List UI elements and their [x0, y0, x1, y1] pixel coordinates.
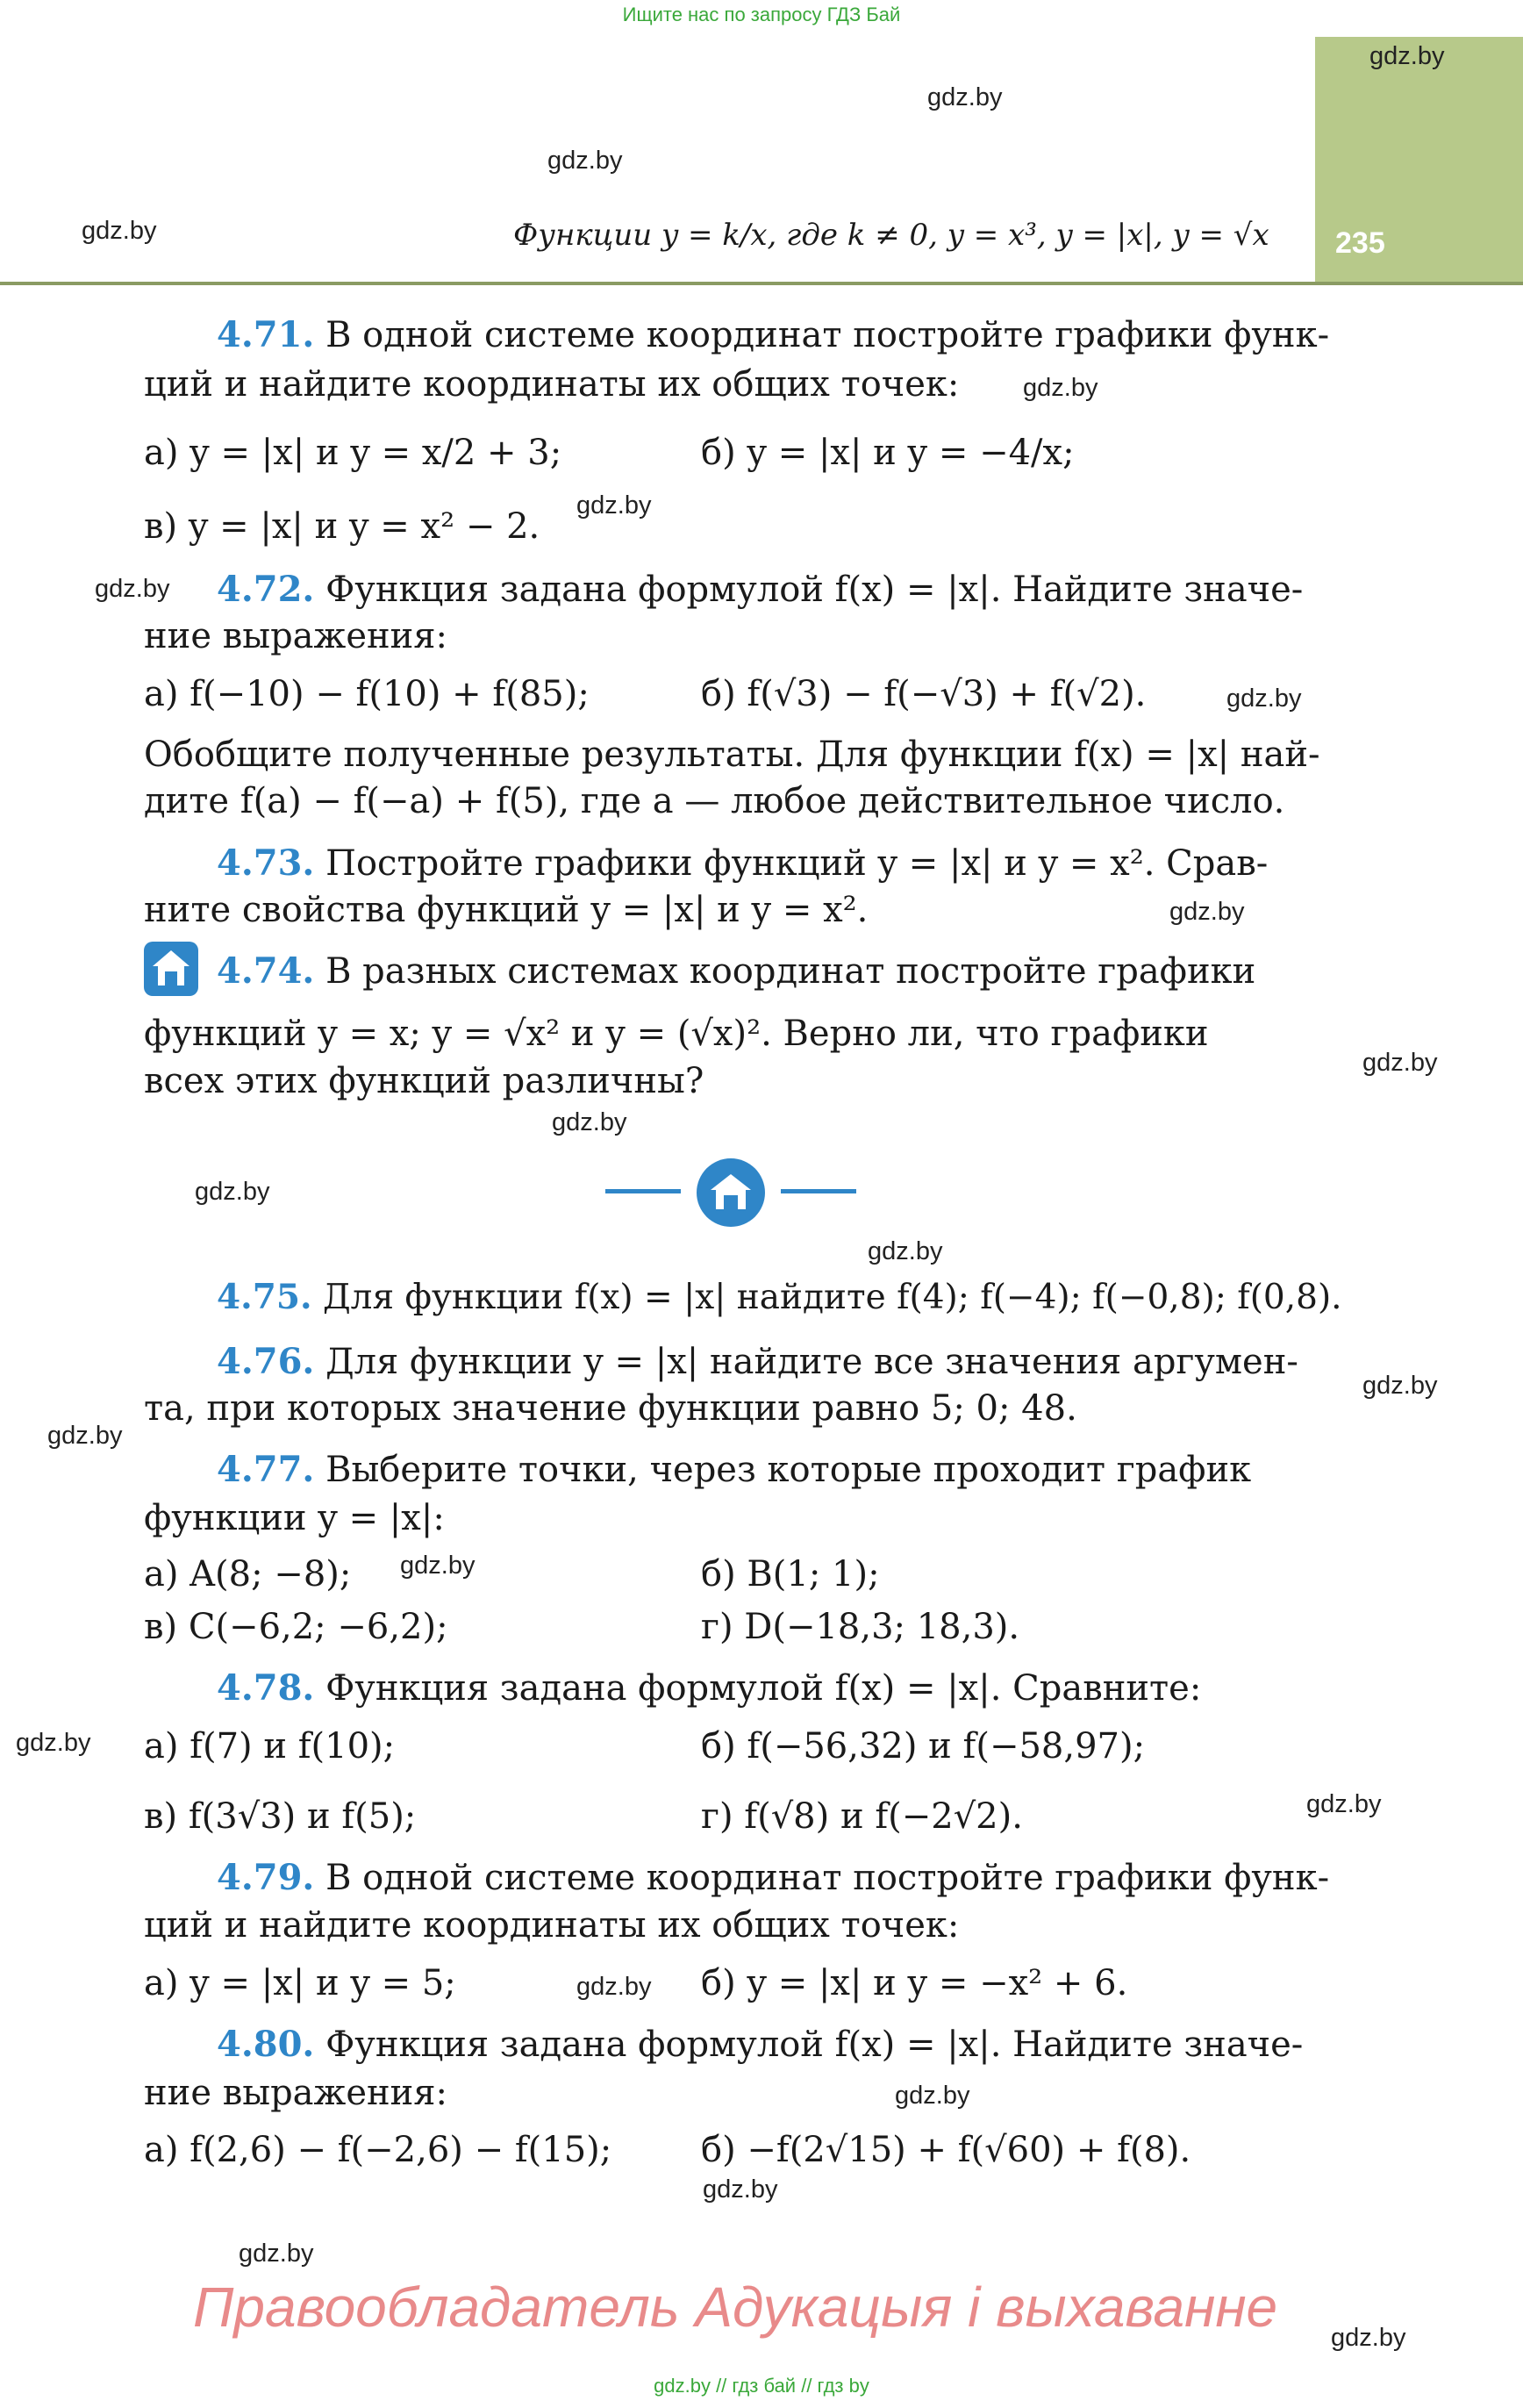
exercise-4-78-line1: 4.78. Функция задана формулой f(x) = |x|. Сравните: [217, 1667, 1202, 1709]
item-v: в) f(3√3) и f(5); [144, 1796, 417, 1837]
watermark: gdz.by [552, 1108, 627, 1136]
item-g: г) f(√8) и f(−2√2). [701, 1796, 1023, 1837]
text-line: ние выражения: [144, 2073, 448, 2113]
watermark: gdz.by [195, 1178, 270, 1206]
exercise-4-77-line1: 4.77. Выберите точки, через которые проходит график [217, 1449, 1252, 1490]
exercise-4-72-line1: 4.72. Функция задана формулой f(x) = |x|. Найдите значе- [217, 569, 1304, 610]
watermark: gdz.by [547, 147, 623, 175]
watermark: gdz.by [400, 1552, 475, 1580]
watermark: gdz.by [927, 83, 1003, 111]
text-line: ние выражения: [144, 616, 448, 656]
divider-left [605, 1189, 681, 1193]
item-a: а) f(2,6) − f(−2,6) − f(15); [144, 2130, 612, 2170]
watermark: gdz.by [1023, 374, 1098, 402]
item-b: б) y = |x| и y = −4/x; [701, 433, 1075, 473]
watermark: gdz.by [16, 1729, 91, 1757]
watermark: gdz.by [703, 2175, 778, 2204]
exercise-4-79-line1: 4.79. В одной системе координат постройте графики функ- [217, 1857, 1330, 1898]
watermark: gdz.by [895, 2082, 970, 2110]
watermark: gdz.by [1169, 898, 1245, 926]
watermark: gdz.by [1369, 42, 1445, 70]
exercise-4-76-line1: 4.76. Для функции y = |x| найдите все значения аргумен- [217, 1341, 1298, 1382]
item-g: г) D(−18,3; 18,3). [701, 1607, 1020, 1647]
watermark: gdz.by [1362, 1049, 1438, 1077]
exercise-4-75: 4.75. Для функции f(x) = |x| найдите f(4); f(−4); f(−0,8); f(0,8). [217, 1277, 1342, 1317]
item-b: б) y = |x| и y = −x² + 6. [701, 1963, 1128, 2003]
divider-right [781, 1189, 856, 1193]
running-head: Функции y = k/x, где k ≠ 0, y = x³, y = |x|, y = √x [513, 218, 1269, 253]
watermark: gdz.by [1362, 1372, 1438, 1400]
page-number: 235 [1335, 226, 1385, 260]
exercise-4-71-line1: 4.71. В одной системе координат постройте графики функ- [217, 314, 1330, 355]
text-line: та, при которых значение функции равно 5; 0; 48. [144, 1388, 1077, 1429]
item-v: в) y = |x| и y = x² − 2. [144, 506, 540, 547]
text-line: функций y = x; y = √x² и y = (√x)². Верно ли, что графики [144, 1014, 1209, 1054]
text-line: Обобщите полученные результаты. Для функции f(x) = |x| най- [144, 735, 1320, 775]
watermark: gdz.by [239, 2240, 314, 2268]
watermark: gdz.by [1331, 2324, 1406, 2352]
header-rule [0, 282, 1523, 285]
watermark: gdz.by [576, 1973, 652, 2001]
item-v: в) C(−6,2; −6,2); [144, 1607, 448, 1647]
item-a: а) y = |x| и y = 5; [144, 1963, 456, 2003]
home-icon [144, 942, 198, 996]
text-line: ций и найдите координаты их общих точек: [144, 1905, 960, 1946]
watermark: gdz.by [47, 1422, 123, 1450]
house-icon [697, 1158, 765, 1227]
text-line: функции y = |x|: [144, 1498, 445, 1538]
bottom-banner[interactable]: gdz.by // гдз бай // гдз by [654, 2375, 869, 2397]
item-b: б) −f(2√15) + f(√60) + f(8). [701, 2130, 1191, 2170]
item-b: б) f(√3) − f(−√3) + f(√2). [701, 674, 1147, 714]
watermark: gdz.by [576, 491, 652, 520]
watermark: gdz.by [95, 575, 170, 603]
exercise-4-74-line1: 4.74. В разных системах координат постройте графики [217, 950, 1256, 992]
exercise-4-73-line1: 4.73. Постройте графики функций y = |x| и y = x². Срав- [217, 842, 1269, 884]
watermark: gdz.by [82, 217, 157, 245]
item-a: а) A(8; −8); [144, 1554, 352, 1595]
item-a: а) y = |x| и y = x/2 + 3; [144, 433, 562, 473]
copyright-text: Правообладатель Адукацыя і выхаванне [193, 2275, 1278, 2339]
item-b: б) f(−56,32) и f(−58,97); [701, 1726, 1146, 1767]
top-banner[interactable]: Ищите нас по запросу ГДЗ Бай [622, 4, 901, 25]
exercise-4-80-line1: 4.80. Функция задана формулой f(x) = |x|. Найдите значе- [217, 2024, 1304, 2065]
item-a: а) f(7) и f(10); [144, 1726, 396, 1767]
item-b: б) B(1; 1); [701, 1554, 880, 1595]
watermark: gdz.by [1306, 1790, 1382, 1818]
watermark: gdz.by [1226, 684, 1302, 713]
text-line: ните свойства функций y = |x| и y = x². [144, 890, 869, 930]
watermark: gdz.by [868, 1237, 943, 1265]
text-line: дите f(a) − f(−a) + f(5), где a — любое действительное число. [144, 781, 1285, 821]
text-line: ций и найдите координаты их общих точек: [144, 364, 960, 405]
text-line: всех этих функций различны? [144, 1061, 704, 1101]
item-a: а) f(−10) − f(10) + f(85); [144, 674, 590, 714]
